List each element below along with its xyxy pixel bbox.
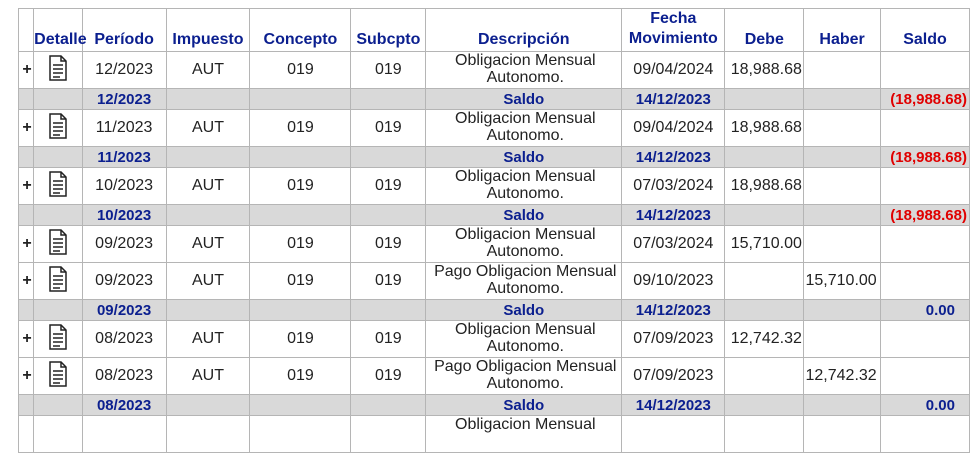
descripcion-cell xyxy=(426,52,622,89)
saldo-blank-concepto xyxy=(250,147,351,168)
saldo-label: Saldo xyxy=(426,205,622,226)
saldo-cell xyxy=(881,52,970,89)
descripcion-line2: Autonomo. xyxy=(486,185,564,202)
header-concepto: Concepto xyxy=(250,9,351,52)
saldo-row xyxy=(19,89,970,110)
expand-button[interactable]: + xyxy=(19,110,34,147)
periodo-cell: 08/2023 xyxy=(82,358,166,395)
subcpto-cell: 019 xyxy=(351,226,426,263)
debe-cell xyxy=(725,358,804,395)
impuesto-cell: AUT xyxy=(166,263,250,300)
header-fecha-line2: Movimiento xyxy=(628,30,718,47)
saldo-blank-debe xyxy=(725,205,804,226)
periodo-cell: 10/2023 xyxy=(82,168,166,205)
saldo-blank-expand xyxy=(19,395,34,416)
saldo-label: Saldo xyxy=(426,89,622,110)
saldo-periodo: 08/2023 xyxy=(82,395,166,416)
debe-cell: 12,742.32 xyxy=(725,321,804,358)
debe-cell: 18,988.68 xyxy=(725,110,804,147)
document-detail-icon[interactable] xyxy=(48,229,68,260)
document-detail-icon[interactable] xyxy=(48,266,68,297)
table-row xyxy=(19,168,970,205)
saldo-blank-detalle xyxy=(34,147,83,168)
haber-cell xyxy=(804,226,881,263)
saldo-blank-debe xyxy=(725,300,804,321)
impuesto-cell: AUT xyxy=(166,226,250,263)
fecha-cell: 07/03/2024 xyxy=(622,168,725,205)
descripcion-line1: Obligacion Mensual xyxy=(455,321,596,338)
impuesto-cell: AUT xyxy=(166,52,250,89)
descripcion-cell xyxy=(426,168,622,205)
haber-cell xyxy=(804,416,881,453)
descripcion-cell xyxy=(426,110,622,147)
table-row xyxy=(19,110,970,147)
saldo-fecha: 14/12/2023 xyxy=(622,300,725,321)
table-row xyxy=(19,416,970,453)
header-periodo: Período xyxy=(82,9,166,52)
saldo-blank-detalle xyxy=(34,395,83,416)
saldo-fecha: 14/12/2023 xyxy=(622,205,725,226)
header-fecha-line1: Fecha xyxy=(650,10,697,27)
periodo-cell: 09/2023 xyxy=(82,226,166,263)
fecha-cell: 09/10/2023 xyxy=(622,263,725,300)
document-detail-icon[interactable] xyxy=(48,55,68,86)
saldo-blank-expand xyxy=(19,147,34,168)
saldo-blank-debe xyxy=(725,89,804,110)
saldo-periodo: 09/2023 xyxy=(82,300,166,321)
descripcion-line1: Obligacion Mensual xyxy=(455,168,596,185)
debe-cell: 18,988.68 xyxy=(725,52,804,89)
document-detail-icon[interactable] xyxy=(48,324,68,355)
impuesto-cell: AUT xyxy=(166,321,250,358)
concepto-cell: 019 xyxy=(250,263,351,300)
saldo-row xyxy=(19,147,970,168)
saldo-blank-impuesto xyxy=(166,395,250,416)
saldo-blank-subcpto xyxy=(351,300,426,321)
saldo-fecha: 14/12/2023 xyxy=(622,147,725,168)
detail-cell xyxy=(34,416,83,453)
descripcion-line2: Autonomo. xyxy=(486,280,564,297)
saldo-row xyxy=(19,300,970,321)
subcpto-cell: 019 xyxy=(351,321,426,358)
impuesto-cell xyxy=(166,416,250,453)
detail-cell xyxy=(34,358,83,395)
saldo-blank-haber xyxy=(804,300,881,321)
descripcion-line1: Obligacion Mensual xyxy=(455,52,596,69)
concepto-cell: 019 xyxy=(250,168,351,205)
fecha-cell xyxy=(622,416,725,453)
fecha-cell: 09/04/2024 xyxy=(622,52,725,89)
haber-cell: 15,710.00 xyxy=(804,263,881,300)
detail-cell xyxy=(34,263,83,300)
document-detail-icon[interactable] xyxy=(48,113,68,144)
saldo-blank-haber xyxy=(804,395,881,416)
saldo-amount: (18,988.68) xyxy=(881,147,970,168)
descripcion-line1: Obligacion Mensual xyxy=(455,110,596,127)
saldo-row xyxy=(19,205,970,226)
haber-cell xyxy=(804,321,881,358)
table-row xyxy=(19,52,970,89)
saldo-row xyxy=(19,395,970,416)
saldo-amount: 0.00 xyxy=(881,300,970,321)
document-detail-icon[interactable] xyxy=(48,171,68,202)
descripcion-line2: Autonomo. xyxy=(486,338,564,355)
movements-table xyxy=(18,8,970,453)
subcpto-cell: 019 xyxy=(351,263,426,300)
saldo-blank-impuesto xyxy=(166,300,250,321)
saldo-cell xyxy=(881,321,970,358)
debe-cell: 15,710.00 xyxy=(725,226,804,263)
descripcion-line2: Autonomo. xyxy=(486,69,564,86)
descripcion-line2: Autonomo. xyxy=(486,243,564,260)
detail-cell xyxy=(34,226,83,263)
saldo-blank-impuesto xyxy=(166,147,250,168)
saldo-periodo: 10/2023 xyxy=(82,205,166,226)
saldo-blank-detalle xyxy=(34,300,83,321)
periodo-cell: 12/2023 xyxy=(82,52,166,89)
saldo-blank-expand xyxy=(19,89,34,110)
saldo-blank-subcpto xyxy=(351,89,426,110)
concepto-cell: 019 xyxy=(250,226,351,263)
fecha-cell: 09/04/2024 xyxy=(622,110,725,147)
debe-cell xyxy=(725,263,804,300)
expand-button[interactable] xyxy=(19,416,34,453)
detail-cell xyxy=(34,52,83,89)
table-row xyxy=(19,263,970,300)
header-saldo: Saldo xyxy=(881,9,970,52)
saldo-blank-haber xyxy=(804,89,881,110)
saldo-amount: (18,988.68) xyxy=(881,89,970,110)
fecha-cell: 07/09/2023 xyxy=(622,358,725,395)
saldo-blank-subcpto xyxy=(351,147,426,168)
saldo-blank-concepto xyxy=(250,89,351,110)
saldo-cell xyxy=(881,226,970,263)
table-row xyxy=(19,321,970,358)
debe-cell: 18,988.68 xyxy=(725,168,804,205)
descripcion-line2: Autonomo. xyxy=(486,127,564,144)
descripcion-cell xyxy=(426,226,622,263)
saldo-blank-haber xyxy=(804,205,881,226)
saldo-blank-subcpto xyxy=(351,205,426,226)
periodo-cell: 08/2023 xyxy=(82,321,166,358)
descripcion-cell xyxy=(426,321,622,358)
detail-cell xyxy=(34,321,83,358)
descripcion-line1: Obligacion Mensual xyxy=(455,226,596,243)
saldo-fecha: 14/12/2023 xyxy=(622,89,725,110)
subcpto-cell: 019 xyxy=(351,52,426,89)
fecha-cell: 07/03/2024 xyxy=(622,226,725,263)
concepto-cell: 019 xyxy=(250,110,351,147)
saldo-cell xyxy=(881,416,970,453)
impuesto-cell: AUT xyxy=(166,168,250,205)
debe-cell xyxy=(725,416,804,453)
concepto-cell xyxy=(250,416,351,453)
impuesto-cell: AUT xyxy=(166,110,250,147)
saldo-label: Saldo xyxy=(426,147,622,168)
expand-button[interactable]: + xyxy=(19,321,34,358)
saldo-blank-concepto xyxy=(250,205,351,226)
haber-cell: 12,742.32 xyxy=(804,358,881,395)
subcpto-cell: 019 xyxy=(351,110,426,147)
saldo-cell xyxy=(881,168,970,205)
saldo-blank-concepto xyxy=(250,300,351,321)
header-row xyxy=(19,9,970,52)
header-subcpto: Subcpto xyxy=(351,9,426,52)
header-detalle: Detalle xyxy=(34,9,83,52)
descripcion-cell xyxy=(426,416,622,453)
concepto-cell: 019 xyxy=(250,52,351,89)
subcpto-cell: 019 xyxy=(351,358,426,395)
saldo-fecha: 14/12/2023 xyxy=(622,395,725,416)
expand-button[interactable]: + xyxy=(19,263,34,300)
saldo-amount: (18,988.68) xyxy=(881,205,970,226)
saldo-blank-concepto xyxy=(250,395,351,416)
document-detail-icon[interactable] xyxy=(48,361,68,392)
haber-cell xyxy=(804,168,881,205)
saldo-cell xyxy=(881,263,970,300)
saldo-blank-subcpto xyxy=(351,395,426,416)
concepto-cell: 019 xyxy=(250,358,351,395)
header-descripcion: Descripción xyxy=(426,9,622,52)
saldo-periodo: 11/2023 xyxy=(82,147,166,168)
expand-button[interactable]: + xyxy=(19,52,34,89)
haber-cell xyxy=(804,110,881,147)
detail-cell xyxy=(34,168,83,205)
descripcion-line1: Obligacion Mensual xyxy=(455,416,596,433)
saldo-blank-detalle xyxy=(34,205,83,226)
table-row xyxy=(19,358,970,395)
impuesto-cell: AUT xyxy=(166,358,250,395)
header-expand xyxy=(19,9,34,52)
saldo-cell xyxy=(881,358,970,395)
saldo-label: Saldo xyxy=(426,300,622,321)
detail-cell xyxy=(34,110,83,147)
saldo-blank-detalle xyxy=(34,89,83,110)
periodo-cell xyxy=(82,416,166,453)
saldo-amount: 0.00 xyxy=(881,395,970,416)
subcpto-cell xyxy=(351,416,426,453)
descripcion-line1: Pago Obligacion Mensual xyxy=(434,263,617,280)
descripcion-cell xyxy=(426,358,622,395)
header-haber: Haber xyxy=(804,9,881,52)
concepto-cell: 019 xyxy=(250,321,351,358)
saldo-blank-expand xyxy=(19,205,34,226)
movements-body xyxy=(19,52,970,453)
expand-button[interactable]: + xyxy=(19,358,34,395)
saldo-cell xyxy=(881,110,970,147)
header-fecha-movimiento xyxy=(622,9,725,52)
periodo-cell: 11/2023 xyxy=(82,110,166,147)
saldo-blank-haber xyxy=(804,147,881,168)
saldo-blank-debe xyxy=(725,395,804,416)
fecha-cell: 07/09/2023 xyxy=(622,321,725,358)
descripcion-line2: Autonomo. xyxy=(486,375,564,392)
saldo-blank-debe xyxy=(725,147,804,168)
saldo-blank-impuesto xyxy=(166,89,250,110)
header-debe: Debe xyxy=(725,9,804,52)
expand-button[interactable]: + xyxy=(19,168,34,205)
saldo-label: Saldo xyxy=(426,395,622,416)
descripcion-line1: Pago Obligacion Mensual xyxy=(434,358,617,375)
movements-table-wrapper xyxy=(18,8,970,453)
descripcion-cell xyxy=(426,263,622,300)
haber-cell xyxy=(804,52,881,89)
saldo-periodo: 12/2023 xyxy=(82,89,166,110)
saldo-blank-expand xyxy=(19,300,34,321)
periodo-cell: 09/2023 xyxy=(82,263,166,300)
header-impuesto: Impuesto xyxy=(166,9,250,52)
subcpto-cell: 019 xyxy=(351,168,426,205)
expand-button[interactable]: + xyxy=(19,226,34,263)
table-row xyxy=(19,226,970,263)
saldo-blank-impuesto xyxy=(166,205,250,226)
